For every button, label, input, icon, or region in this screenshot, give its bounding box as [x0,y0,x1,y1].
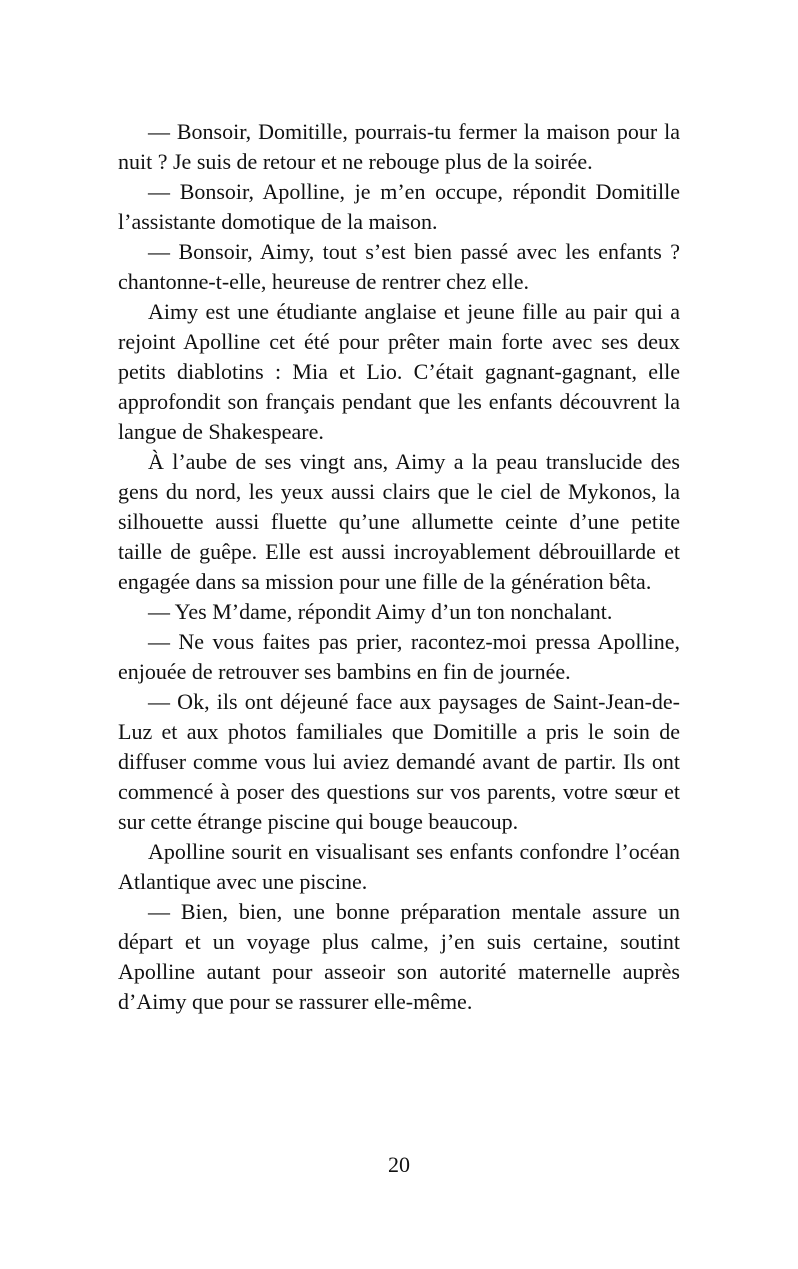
paragraph-10: — Bien, bien, une bonne préparation mentale assure un départ et un voyage plus calme, j’en suis certaine, soutint Apolline autant pour asseoir son autorité maternelle auprès d’Aimy que pour se rassurer elle-même. [118,899,680,1014]
paragraph-3: — Bonsoir, Aimy, tout s’est bien passé avec les enfants ? chantonne-t-elle, heureuse de rentrer chez elle. [118,239,680,294]
paragraph-2: — Bonsoir, Apolline, je m’en occupe, répondit Domitille l’assistante domotique de la maison. [118,179,680,234]
paragraph-7: — Ne vous faites pas prier, racontez-moi pressa Apolline, enjouée de retrouver ses bambins en fin de journée. [118,629,680,684]
paragraph-1: — Bonsoir, Domitille, pourrais-tu fermer la maison pour la nuit ? Je suis de retour et ne rebouge plus de la soirée. [118,119,680,174]
body-text [118,117,680,1017]
paragraph-9: Apolline sourit en visualisant ses enfants confondre l’océan Atlantique avec une piscine. [118,839,680,894]
page-number: 20 [388,1152,410,1177]
paragraph-5: À l’aube de ses vingt ans, Aimy a la peau translucide des gens du nord, les yeux aussi clairs que le ciel de Mykonos, la silhouette aussi fluette qu’une allumette ceinte d’une petite taille de guêpe. Elle est aussi incroyablement débrouillarde et engagée dans sa mission pour une fille de la génération bêta. [118,449,680,594]
paragraph-6: — Yes M’dame, répondit Aimy d’un ton nonchalant. [148,599,613,624]
paragraph-4: Aimy est une étudiante anglaise et jeune fille au pair qui a rejoint Apolline cet été pour prêter main forte avec ses deux petits diablotins : Mia et Lio. C’était gagnant-gagnant, elle approfondit son français pendant que les enfants découvrent la langue de Shakespeare. [118,299,680,444]
paragraph-8: — Ok, ils ont déjeuné face aux paysages de Saint-Jean-de-Luz et aux photos familiales que Domitille a pris le soin de diffuser comme vous lui aviez demandé avant de partir. Ils ont commencé à poser des questions sur vos parents, votre sœur et sur cette étrange piscine qui bouge beaucoup. [118,689,680,834]
